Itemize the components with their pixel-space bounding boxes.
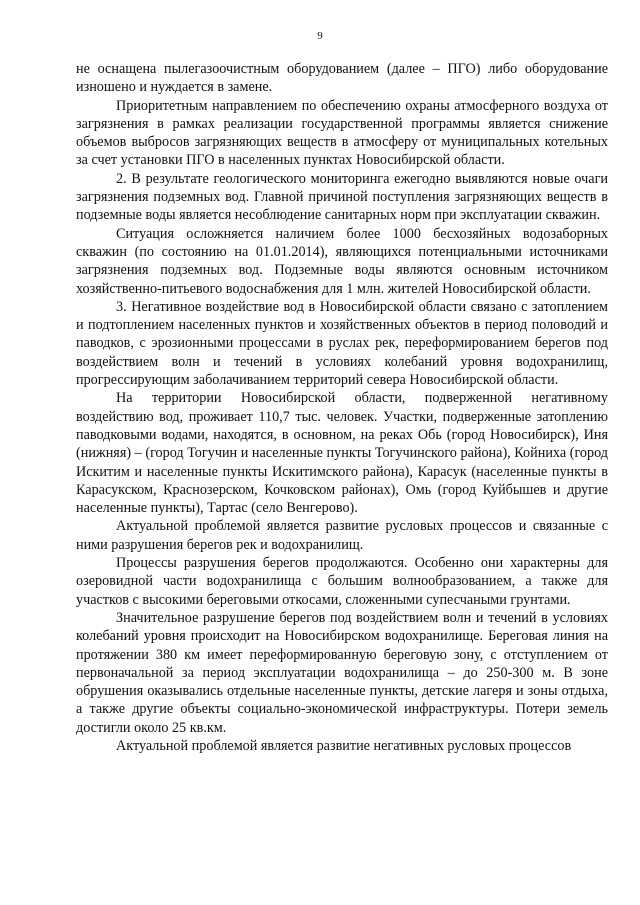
paragraph-7: Актуальной проблемой является развитие русловых процессов и связанные с ними разрушения берегов рек и водохранилищ. <box>76 518 608 553</box>
paragraph-9: Значительное разрушение берегов под воздействием волн и течений в условиях колебаний уровня происходит на Новосибирском водохранилище. Береговая линия на протяжении 380 км имеет переформированную береговую зону, с отступлением от первоначальной за период эксплуатации водохранилища – до 250-300 м. В зоне обрушения оказывались отдельные населенные пункты, детские лагеря и зоны отдыха, а также другие объекты социально-экономической инфраструктуры. Потери земель достигли около 25 кв.км. <box>76 609 608 736</box>
document-body <box>76 60 608 755</box>
paragraph-10: Актуальной проблемой является развитие негативных русловых процессов <box>116 737 572 754</box>
paragraph-2: Приоритетным направлением по обеспечению охраны атмосферного воздуха от загрязнения в рамках реализации государственной программы является снижение объемов выбросов загрязняющих веществ в атмосферу от муниципальных котельных за счет установки ПГО в населенных пунктах Новосибирской области. <box>76 97 608 169</box>
paragraph-8: Процессы разрушения берегов продолжаются. Особенно они характерны для озеровидной части водохранилища с большим волнообразованием, а также для участков с высокими береговыми откосами, сложенными супесчаными грунтами. <box>76 555 608 608</box>
paragraph-3: 2. В результате геологического мониторинга ежегодно выявляются новые очаги загрязнения подземных вод. Главной причиной поступления загрязняющих веществ в подземные воды является несоблюдение санитарных норм при эксплуатации скважин. <box>76 170 608 224</box>
paragraph-1: не оснащена пылегазоочистным оборудованием (далее – ПГО) либо оборудование изношено и нуждается в замене. <box>76 61 608 96</box>
page-number: 9 <box>317 30 323 42</box>
paragraph-6: На территории Новосибирской области, подверженной негативному воздействию вод, проживает 110,7 тыс. человек. Участки, подверженные затоплению паводковыми водами, находятся, в основном, на реках Обь (город Новосибирск), Иня (нижняя) – (город Тогучин и населенные пункты Тогучинского района), Койниха (город Искитим и населенные пункты Искитимского района), Карасук (населенные пункты в Карасукском, Краснозерском, Кочковском районах), Омь (город Куйбышев и другие населенные пункты), Тартас (село Венгерово). <box>76 390 608 517</box>
paragraph-4: Ситуация осложняется наличием более 1000 бесхозяйных водозаборных скважин (по состоянию на 01.01.2014), являющихся потенциальными источниками загрязнения подземных вод. Подземные воды являются основным источником хозяйственно-питьевого водоснабжения для 1 млн. жителей Новосибирской области. <box>76 225 608 297</box>
paragraph-5: 3. Негативное воздействие вод в Новосибирской области связано с затоплением и подтоплением населенных пунктов и хозяйственных объектов в период половодий и паводков, с эрозионными процессами в руслах рек, переформированием берегов под воздействием волн и течений в условиях колебаний уровня водохранилищ, прогрессирующим заболачиванием территорий севера Новосибирской области. <box>76 298 608 389</box>
